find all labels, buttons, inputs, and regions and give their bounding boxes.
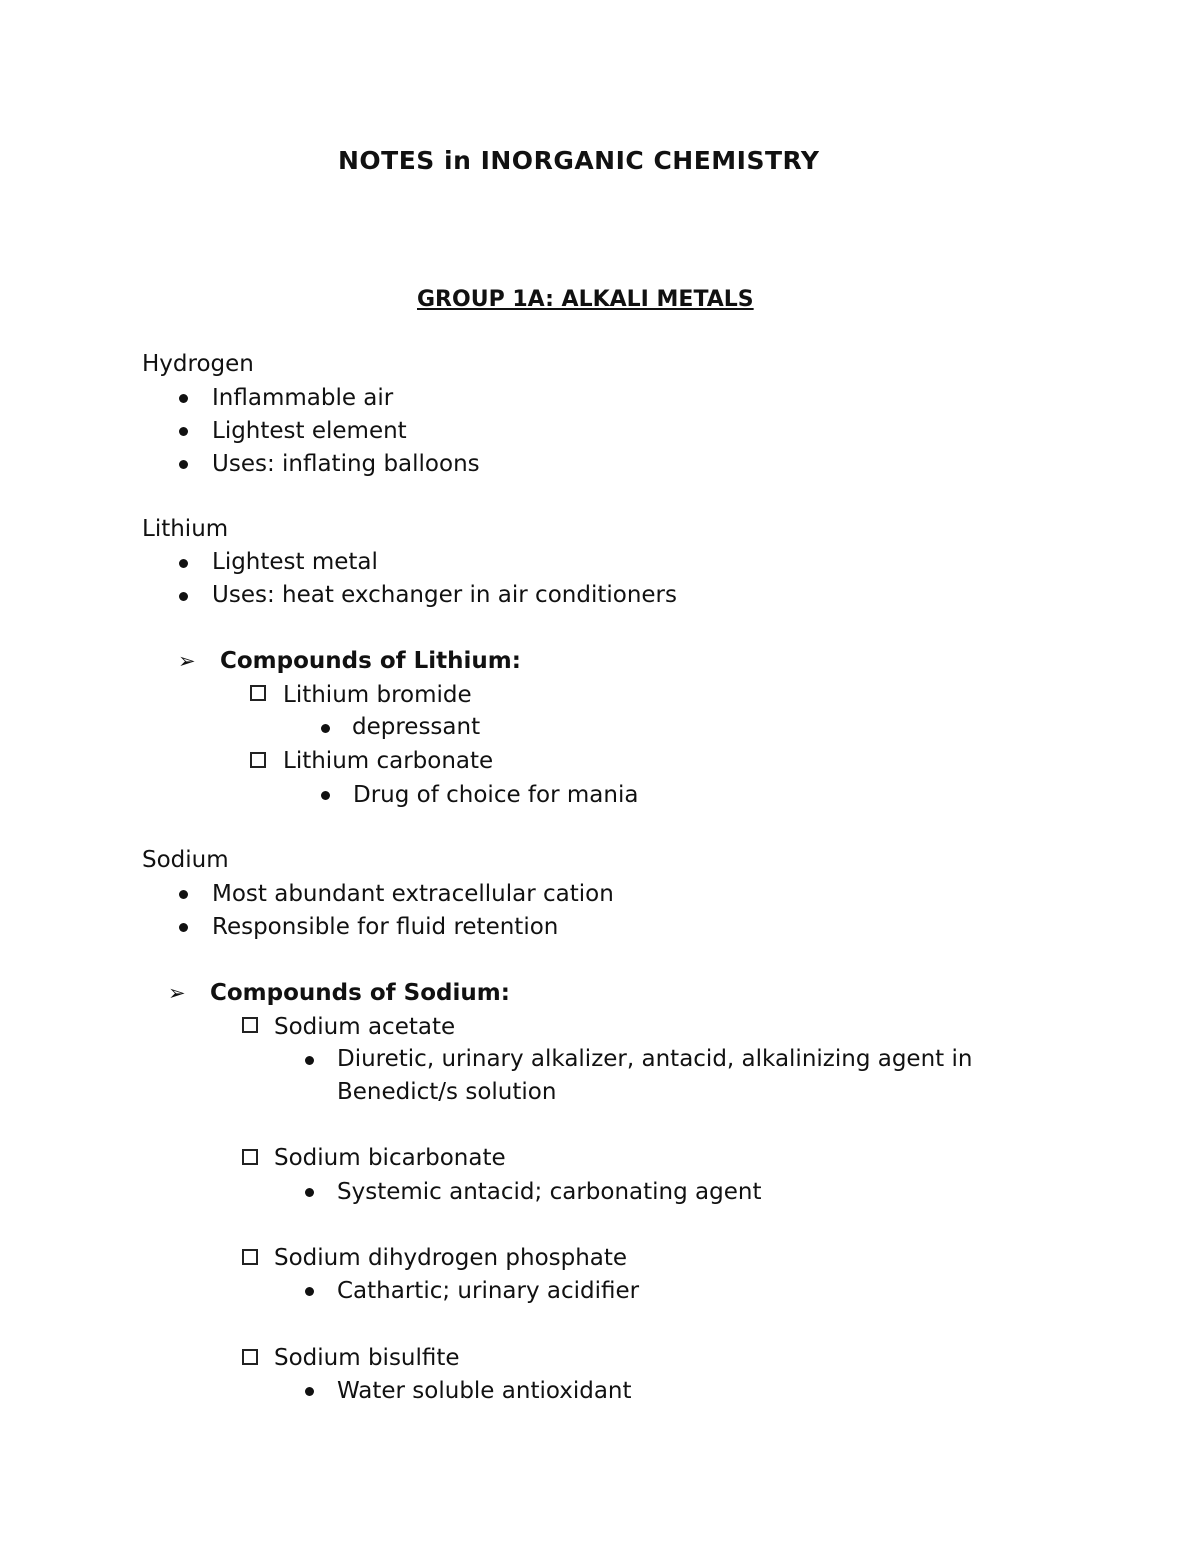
compound-name: Sodium acetate [274,1014,456,1040]
bullet-icon [179,592,188,601]
bullet-icon [321,791,330,800]
compound-name: Sodium dihydrogen phosphate [274,1245,628,1271]
compounds-heading-lithium: Compounds of Lithium: [220,648,521,674]
compound-note: Diuretic, urinary alkalizer, antacid, alkalinizing agent in [337,1046,973,1072]
compound-note: Systemic antacid; carbonating agent [337,1179,762,1205]
compound-name: Lithium bromide [283,682,472,708]
bullet-icon [321,724,330,733]
bullet-icon [179,923,188,932]
compound-name: Sodium bisulfite [274,1345,460,1371]
compound-note: Cathartic; urinary acidifier [337,1278,640,1304]
compound-note: Drug of choice for mania [353,782,639,808]
bullet-icon [179,559,188,568]
bullet-icon [305,1056,314,1065]
empty-square-bullet-icon [242,1149,258,1165]
bullet-icon [179,890,188,899]
empty-square-bullet-icon [250,685,266,701]
list-item: Uses: heat exchanger in air conditioners [212,582,677,608]
empty-square-bullet-icon [242,1017,258,1033]
empty-square-bullet-icon [242,1349,258,1365]
bullet-icon [305,1387,314,1396]
arrow-bullet-icon: ➢ [178,649,196,673]
empty-square-bullet-icon [242,1249,258,1265]
compound-note: Water soluble antioxidant [337,1378,632,1404]
section-heading: GROUP 1A: ALKALI METALS [417,287,754,312]
compound-note-continuation: Benedict/s solution [337,1079,557,1105]
list-item: Most abundant extracellular cation [212,881,614,907]
bullet-icon [179,460,188,469]
bullet-icon [179,427,188,436]
list-item: Inflammable air [212,385,394,411]
list-item: Uses: inflating balloons [212,451,480,477]
compounds-heading-sodium: Compounds of Sodium: [210,980,510,1006]
list-item: Lightest element [212,418,407,444]
arrow-bullet-icon: ➢ [168,981,186,1005]
bullet-icon [179,394,188,403]
list-item: Responsible for fluid retention [212,914,559,940]
list-item: Lightest metal [212,549,378,575]
bullet-icon [305,1188,314,1197]
bullet-icon [305,1287,314,1296]
compound-name: Lithium carbonate [283,748,494,774]
element-name-hydrogen: Hydrogen [142,351,254,377]
compound-note: depressant [352,714,481,740]
compound-name: Sodium bicarbonate [274,1145,506,1171]
empty-square-bullet-icon [250,752,266,768]
document-title: NOTES in INORGANIC CHEMISTRY [338,146,820,175]
element-name-lithium: Lithium [142,516,229,542]
element-name-sodium: Sodium [142,847,229,873]
